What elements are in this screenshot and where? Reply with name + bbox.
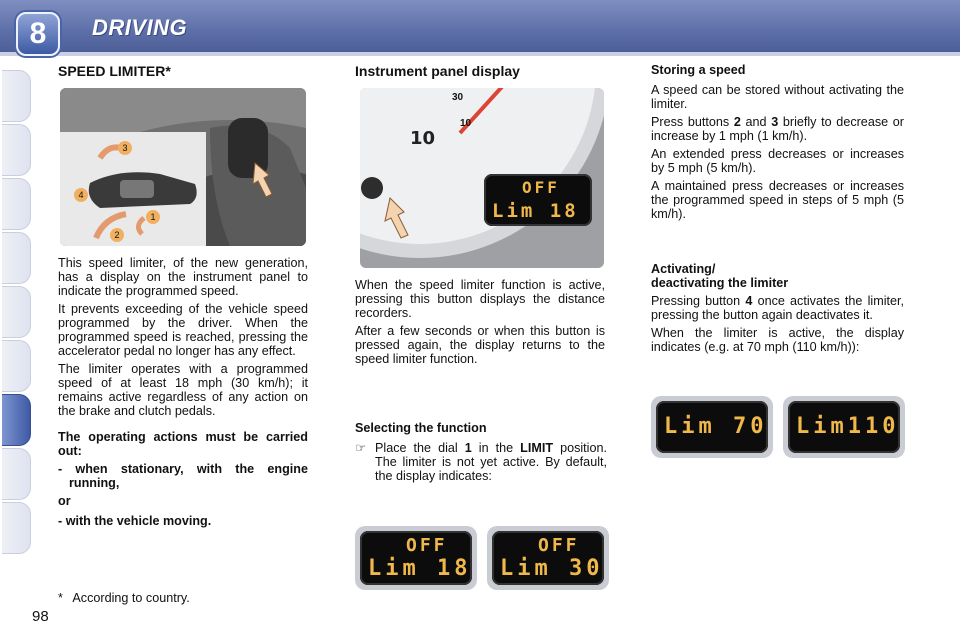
gauge-label-10: 10 <box>460 118 472 129</box>
header-underline <box>0 52 960 56</box>
page-number: 98 <box>32 608 49 625</box>
section-title-speed-limiter: SPEED LIMITER* <box>58 63 171 79</box>
storing-speed-title: Storing a speed <box>651 63 746 77</box>
steering-stalk-illustration <box>60 88 306 246</box>
left-body-text <box>58 256 308 532</box>
chapter-tab[interactable] <box>2 124 31 176</box>
select-instruction <box>355 441 607 483</box>
lcd-line1: OFF <box>522 178 560 197</box>
chapter-tabs <box>0 56 34 596</box>
returns-paragraph: After a few seconds or when this button is pressed again, the display returns to the speed limiter function. <box>355 324 605 366</box>
prevents-paragraph: It prevents exceeding of the vehicle speed programmed by the driver. When the programmed speed is reached, pressing the accelerator pedal no longer has any effect. <box>58 302 308 358</box>
instrument-panel-illustration <box>360 88 604 268</box>
footnote-text: According to country. <box>72 591 190 605</box>
lcd-line1: OFF <box>538 535 580 556</box>
footnote <box>58 591 190 605</box>
select-text-a: Place the dial <box>375 441 465 455</box>
minimum-speed-paragraph: The limiter operates with a programmed speed of at least 18 mph (30 km/h); it remains active regardless of any action on the brake and clutch pedals. <box>58 362 308 418</box>
operating-item-moving: - with the vehicle moving. <box>58 514 212 528</box>
operating-item-stationary: - when stationary, with the engine running, <box>58 462 308 490</box>
button-2-ref: 2 <box>733 115 741 129</box>
callout-3: 3 <box>118 141 132 155</box>
lcd-line1: OFF <box>406 535 448 556</box>
chapter-number-badge: 8 <box>16 12 60 56</box>
lcd-line2: Lim 18 <box>368 556 472 581</box>
intro-paragraph: This speed limiter, of the new generation, has a display on the instrument panel to indicate the programmed speed. <box>58 256 308 298</box>
gauge-label-30: 30 <box>452 92 464 103</box>
button-3-ref: 3 <box>771 115 779 129</box>
storing-speed-block <box>651 63 904 225</box>
activating-para1-b: once activates the limiter, pressing the button again deactivates it. <box>651 294 904 322</box>
button-4-ref: 4 <box>745 294 753 308</box>
operating-or: or <box>58 494 71 508</box>
chapter-title: DRIVING <box>92 15 188 40</box>
section-title-instrument-panel: Instrument panel display <box>355 63 520 79</box>
callout-1: 1 <box>146 210 160 224</box>
distance-recorders-paragraph: When the speed limiter function is active, pressing this button displays the distance recorders. <box>355 278 605 320</box>
storing-para2 <box>651 115 904 143</box>
chapter-tab[interactable] <box>2 286 31 338</box>
panel-lcd-display <box>484 174 592 226</box>
storing-para2-b: and <box>740 115 772 129</box>
selecting-function-block <box>355 421 607 483</box>
chapter-tab[interactable] <box>2 448 31 500</box>
chapter-tab[interactable] <box>2 502 31 554</box>
storing-para2-a: Press buttons <box>651 115 734 129</box>
default-display-mph <box>355 526 477 590</box>
select-text-b: in the <box>471 441 521 455</box>
storing-para3: An extended press decreases or increases by 5 mph (5 km/h). <box>651 147 904 175</box>
callout-4: 4 <box>74 188 88 202</box>
chapter-tab[interactable] <box>2 70 31 122</box>
active-display-mph <box>651 396 773 458</box>
select-text-c: position. The limiter is not yet active. By default, the display indicates: <box>375 441 607 483</box>
chapter-tab[interactable] <box>2 340 31 392</box>
activating-para1-a: Pressing button <box>651 294 746 308</box>
default-display-kmh <box>487 526 609 590</box>
active-display-kmh <box>783 396 905 458</box>
activating-block <box>651 262 904 358</box>
activating-title-line2: deactivating the limiter <box>651 276 789 290</box>
activating-para1 <box>651 294 904 322</box>
callout-2: 2 <box>110 228 124 242</box>
dial-number: 1 <box>464 441 472 455</box>
chapter-tab[interactable] <box>2 232 31 284</box>
limit-position: LIMIT <box>520 441 554 455</box>
activating-para2: When the limiter is active, the display indicates (e.g. at 70 mph (110 km/h)): <box>651 326 904 354</box>
storing-para4: A maintained press decreases or increases the programmed speed in steps of 5 mph (5 km/h). <box>651 179 904 221</box>
lcd-line2: Lim 70 <box>664 414 768 439</box>
storing-para2-c: briefly to decrease or increase by 1 mph (1 km/h). <box>651 115 904 143</box>
lcd-line2: Lim 18 <box>492 200 579 222</box>
storing-para1: A speed can be stored without activating the limiter. <box>651 83 904 111</box>
chapter-tab[interactable] <box>2 178 31 230</box>
lcd-line2: Lim 30 <box>500 556 604 581</box>
lcd-line2: Lim110 <box>796 414 900 439</box>
chapter-tab-active[interactable] <box>2 394 31 446</box>
operating-actions-title: The operating actions must be carried out: <box>58 430 308 458</box>
activating-title-line1: Activating/ <box>651 262 716 276</box>
gauge-10-large: 10 <box>410 128 436 149</box>
footnote-mark: * <box>58 591 63 605</box>
finger-pointing-icon: ☞ <box>355 441 367 455</box>
middle-body-text <box>355 278 605 370</box>
selecting-function-title: Selecting the function <box>355 421 487 435</box>
